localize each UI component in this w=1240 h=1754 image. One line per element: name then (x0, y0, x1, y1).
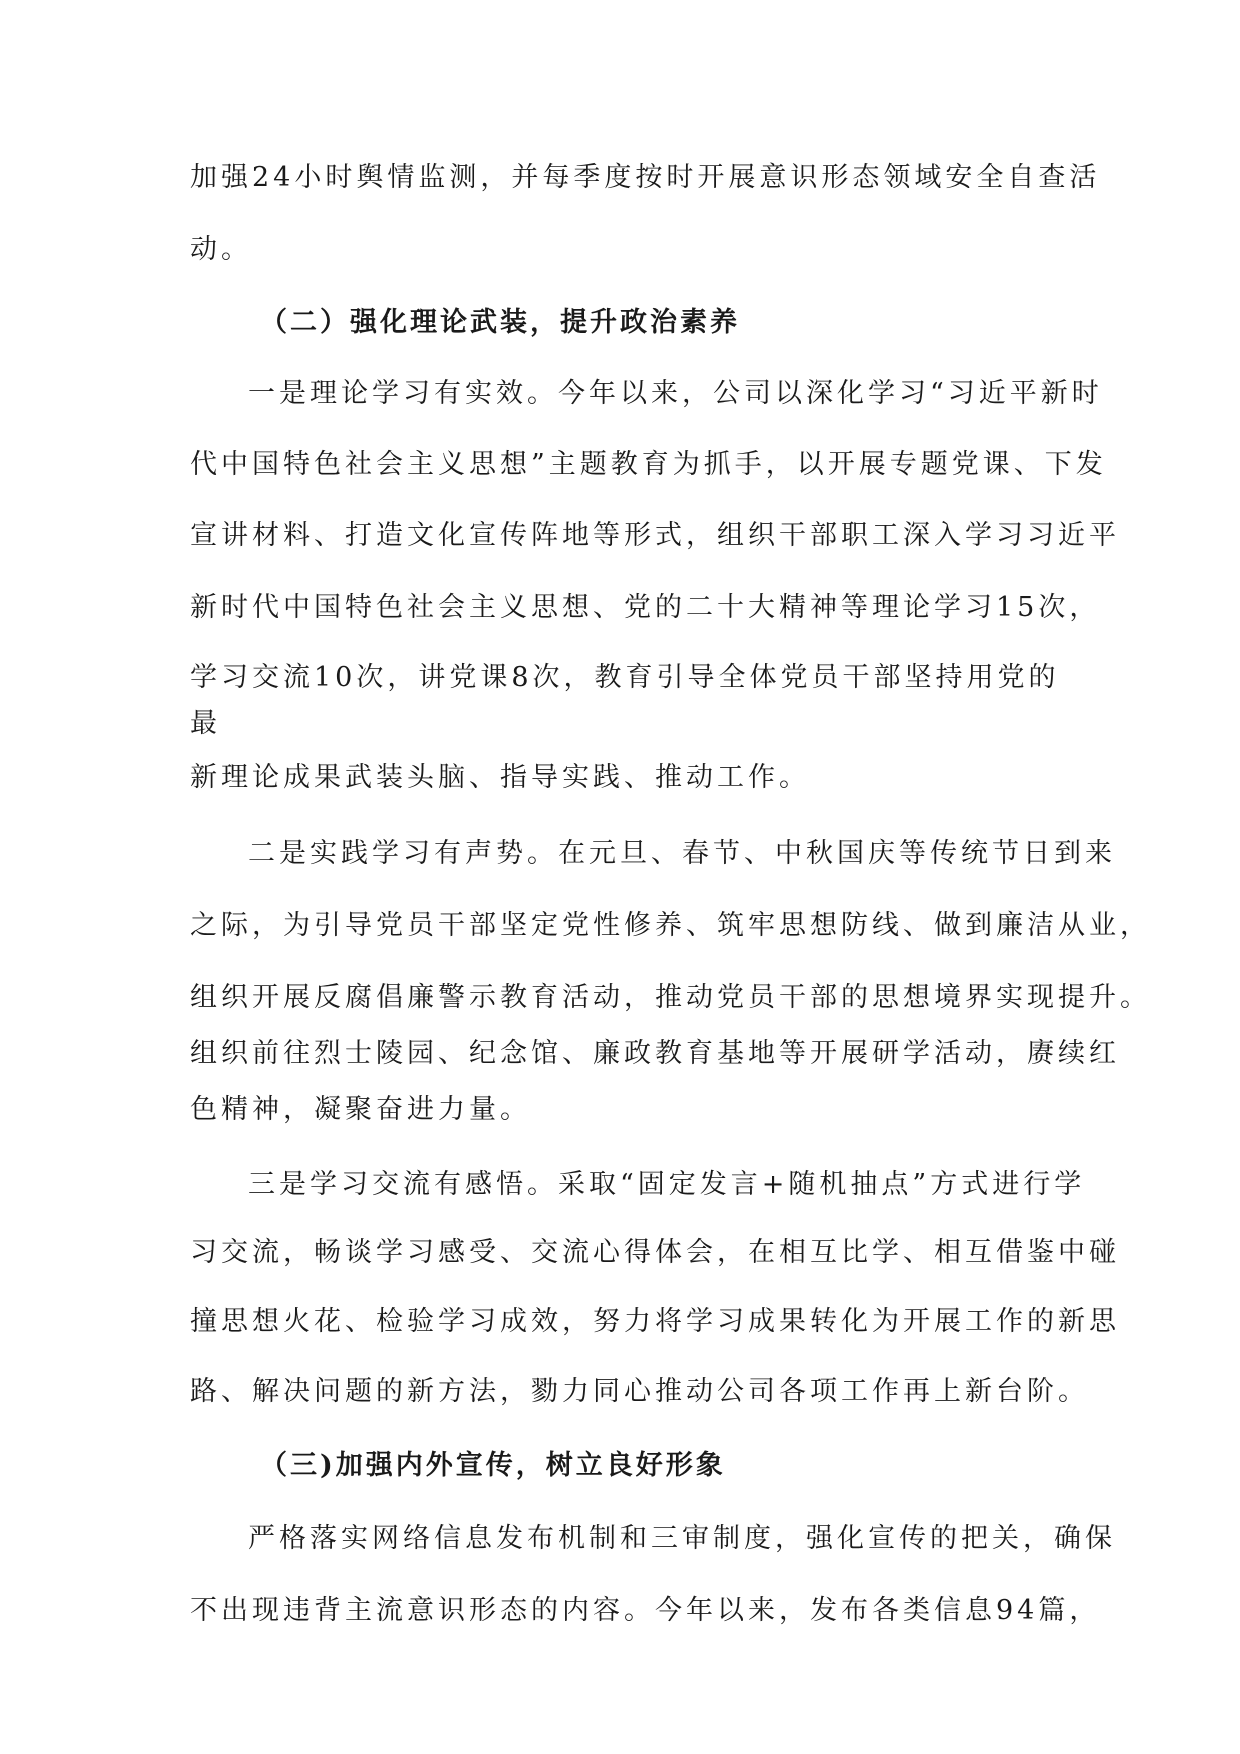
paragraph-line: 组织开展反腐倡廉警示教育活动，推动党员干部的思想境界实现提升。 (190, 982, 1151, 1013)
paragraph-line: 最 (190, 708, 221, 739)
paragraph-line: 代中国特色社会主义思想”主题教育为抓手，以开展专题党课、下发 (190, 449, 1107, 480)
paragraph-line: 习交流，畅谈学习感受、交流心得体会，在相互比学、相互借鉴中碰 (190, 1237, 1120, 1268)
paragraph-line: 加强24小时舆情监测，并每季度按时开展意识形态领域安全自查活 (190, 162, 1101, 193)
paragraph-line: 新时代中国特色社会主义思想、党的二十大精神等理论学习15次， (190, 592, 1101, 623)
paragraph-line: 二是实践学习有声势。在元旦、春节、中秋国庆等传统节日到来 (248, 838, 1116, 869)
paragraph-line: 学习交流10次，讲党课8次，教育引导全体党员干部坚持用党的 (190, 662, 1060, 693)
paragraph-line: 动。 (190, 234, 252, 265)
section-heading: （二）强化理论武装，提升政治素养 (260, 307, 740, 338)
paragraph-line: 不出现违背主流意识形态的内容。今年以来，发布各类信息94篇， (190, 1595, 1101, 1626)
paragraph-line: 色精神，凝聚奋进力量。 (190, 1094, 531, 1125)
paragraph-line: 三是学习交流有感悟。采取“固定发言+随机抽点”方式进行学 (248, 1169, 1086, 1200)
section-heading: （三)加强内外宣传，树立良好形象 (260, 1450, 726, 1481)
paragraph-line: 路、解决问题的新方法，勠力同心推动公司各项工作再上新台阶。 (190, 1376, 1089, 1407)
paragraph-line: 严格落实网络信息发布机制和三审制度，强化宣传的把关，确保 (248, 1523, 1116, 1554)
paragraph-line: 之际，为引导党员干部坚定党性修养、筑牢思想防线、做到廉洁从业， (190, 910, 1151, 941)
paragraph-line: 一是理论学习有实效。今年以来，公司以深化学习“习近平新时 (248, 378, 1103, 409)
paragraph-line: 新理论成果武装头脑、指导实践、推动工作。 (190, 762, 810, 793)
paragraph-line: 宣讲材料、打造文化宣传阵地等形式，组织干部职工深入学习习近平 (190, 520, 1120, 551)
paragraph-line: 撞思想火花、检验学习成效，努力将学习成果转化为开展工作的新思 (190, 1306, 1120, 1337)
paragraph-line: 组织前往烈士陵园、纪念馆、廉政教育基地等开展研学活动，赓续红 (190, 1038, 1120, 1069)
